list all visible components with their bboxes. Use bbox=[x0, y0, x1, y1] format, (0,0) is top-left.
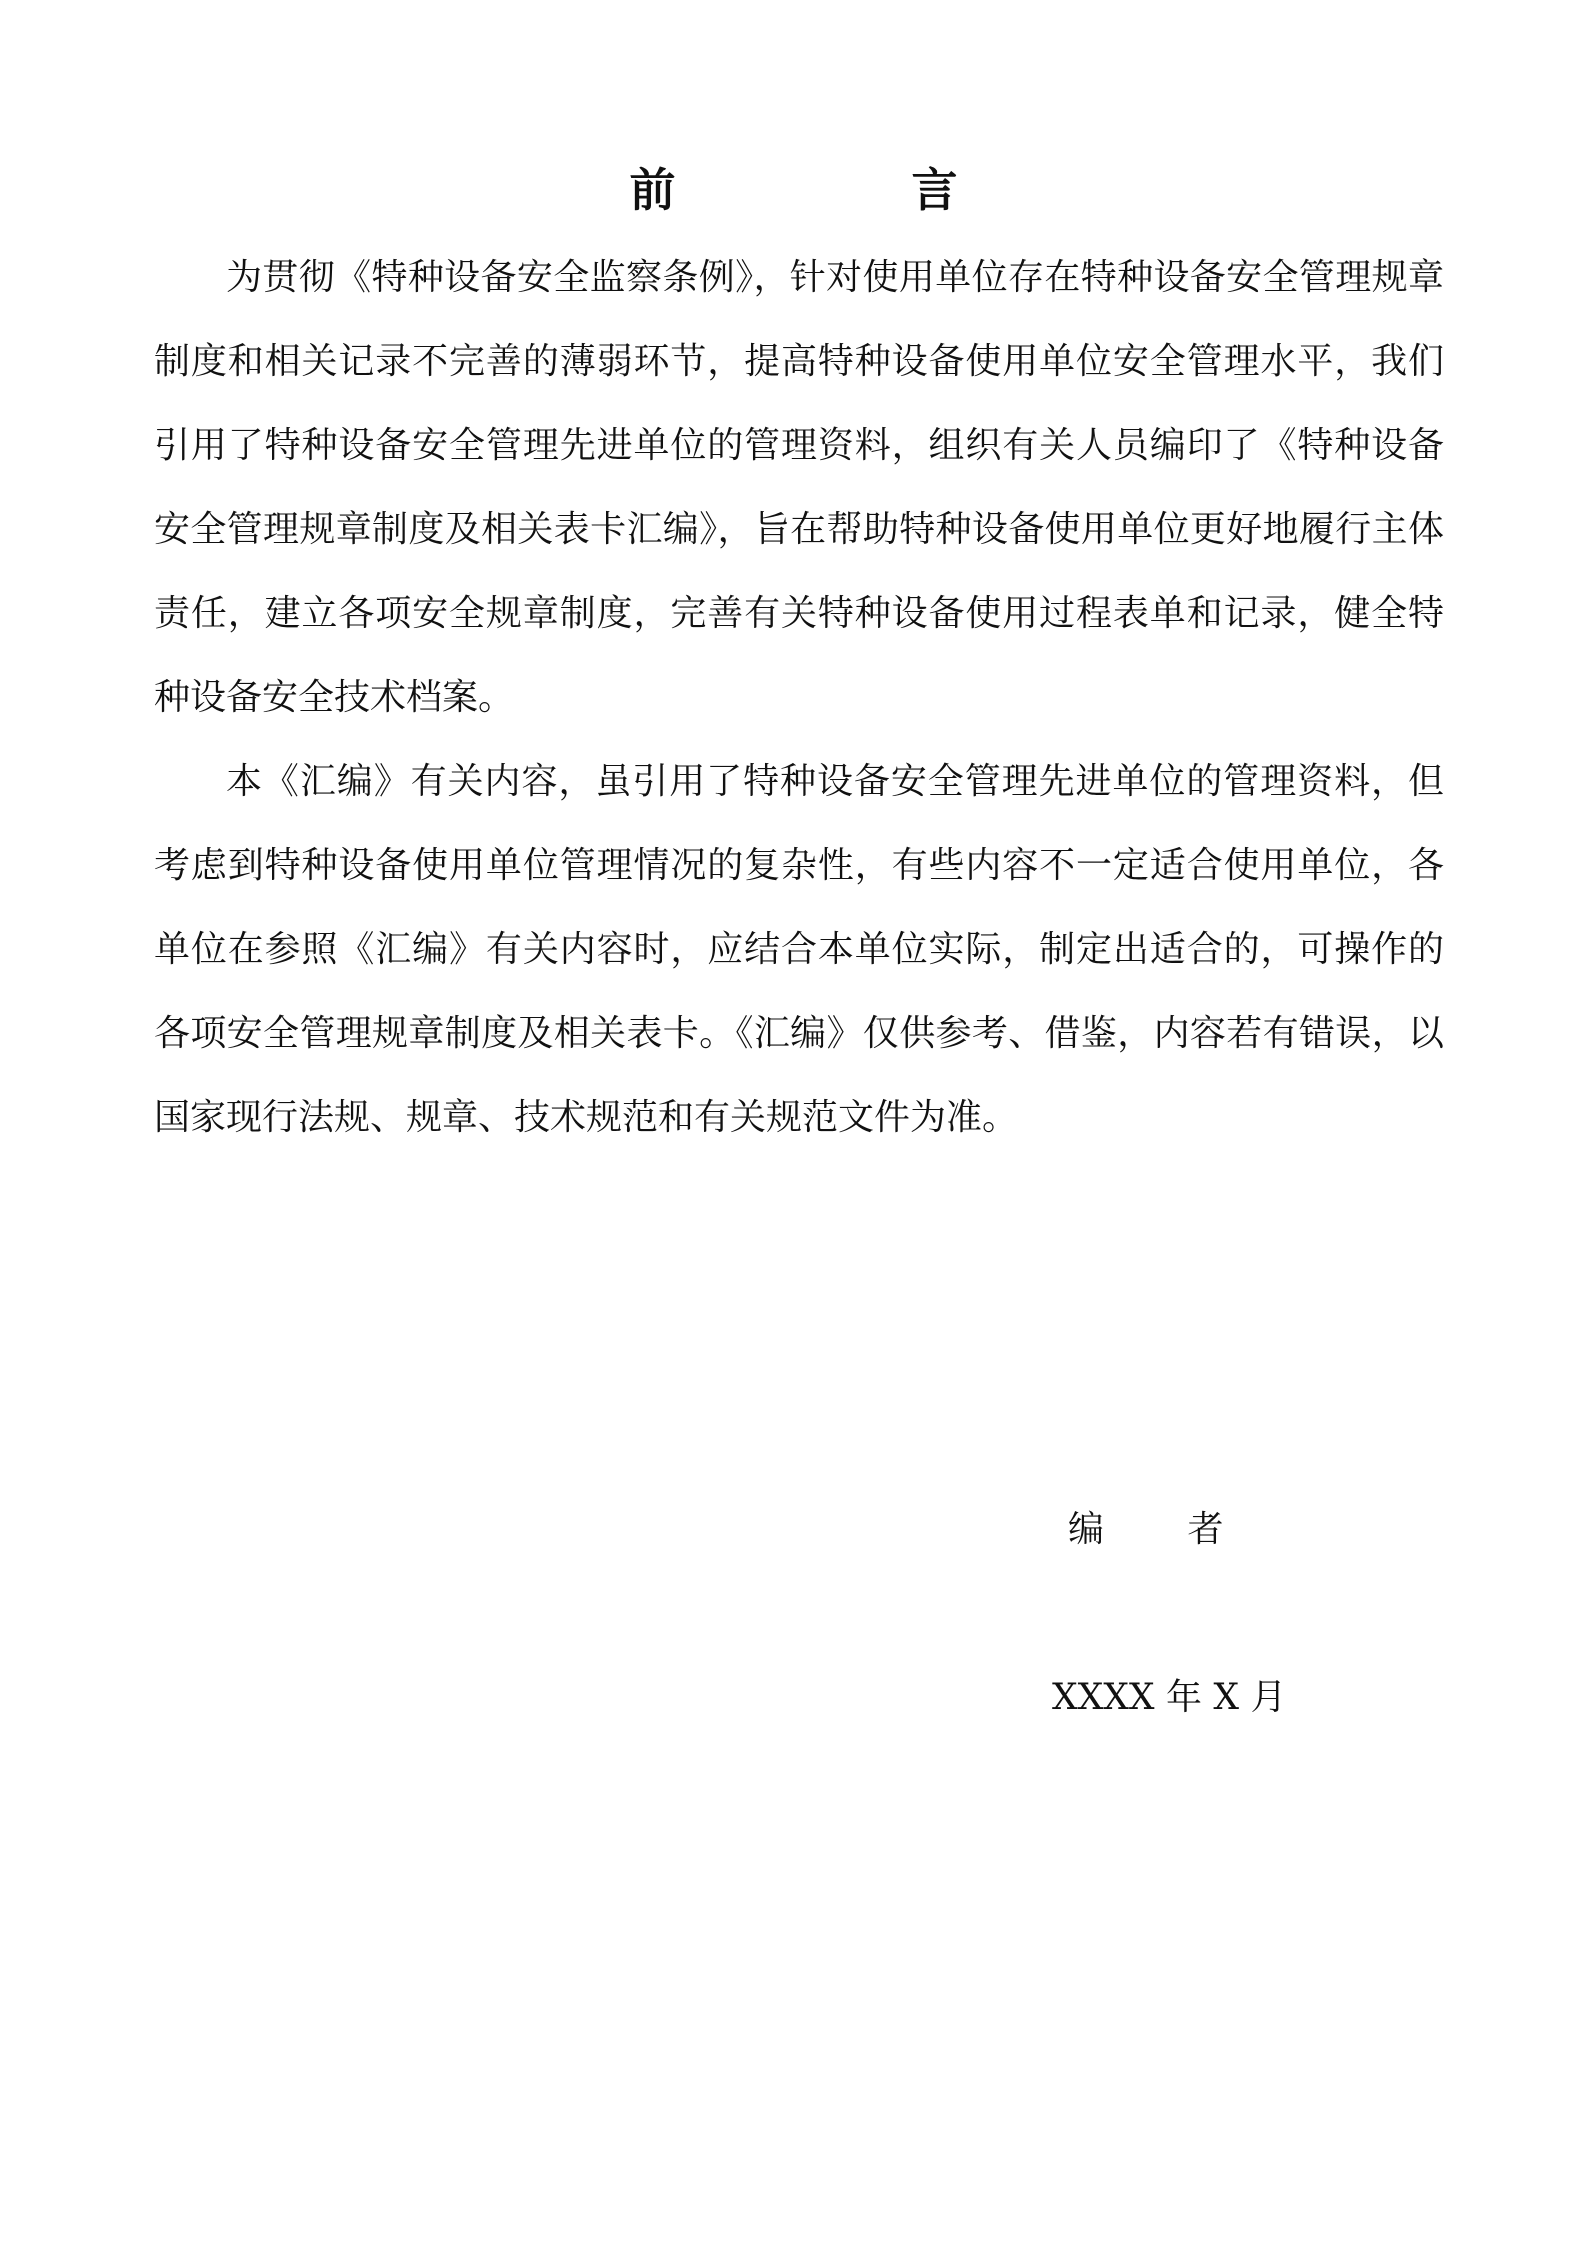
author-signature: 编 者 bbox=[1068, 1509, 1260, 1550]
paragraph-1: 为贯彻《特种设备安全监察条例》，针对使用单位存在特种设备安全管理规章制度和相关记录不完善的薄弱环节，提高特种设备使用单位安全管理水平，我们引用了特种设备安全管理先进单位的管理资料，组织有关人员编印了《特种设备安全管理规章制度及相关表卡汇编》，旨在帮助特种设备使用单位更好地履行主体责任，建立各项安全规章制度，完善有关特种设备使用过程表单和记录，健全特种设备安全技术档案。 bbox=[154, 257, 1444, 718]
paragraph-2: 本《汇编》有关内容，虽引用了特种设备安全管理先进单位的管理资料，但考虑到特种设备使用单位管理情况的复杂性，有些内容不一定适合使用单位，各单位在参照《汇编》有关内容时，应结合本单位实际，制定出适合的，可操作的各项安全管理规章制度及相关表卡。《汇编》仅供参考、借鉴，内容若有错误，以国家现行法规、规章、技术规范和有关规范文件为准。 bbox=[154, 761, 1444, 1138]
document-body bbox=[154, 236, 1444, 1160]
document-date: XXXX 年 X 月 bbox=[1052, 1677, 1287, 1718]
page-title: 前 言 bbox=[629, 163, 1068, 217]
